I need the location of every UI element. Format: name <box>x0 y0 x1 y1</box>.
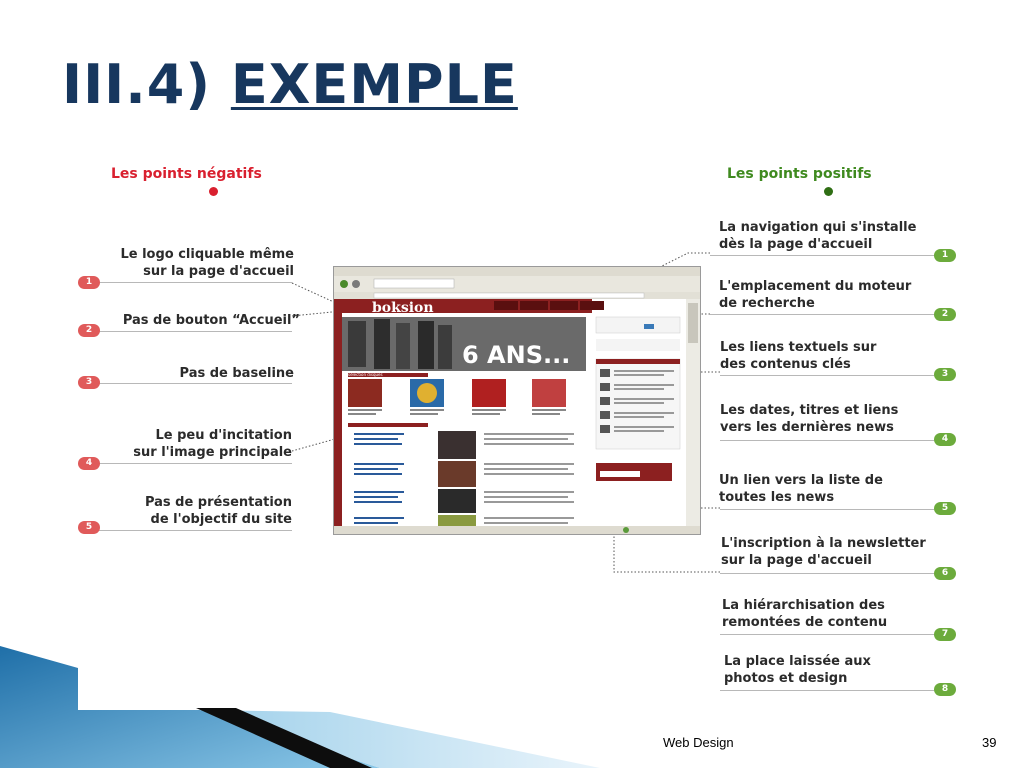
negative-item-5 <box>84 494 292 528</box>
positive-badge-2: 2 <box>934 308 956 321</box>
page-number: 39 <box>982 735 997 750</box>
slide-title-word: EXEMPLE <box>230 53 518 116</box>
negative-item-4 <box>84 427 292 461</box>
positive-item-5-line1: Un lien vers la liste de <box>719 473 883 488</box>
negative-item-3 <box>84 365 294 382</box>
negative-item-5-line1: Pas de présentation <box>144 495 292 510</box>
positive-item-7 <box>722 597 962 631</box>
negative-item-1-line2: sur la page d'accueil <box>143 264 294 279</box>
positive-item-3-line1: Les liens textuels sur <box>720 340 877 355</box>
negative-rule-1 <box>98 282 292 283</box>
positives-dot <box>824 187 833 196</box>
site-logo: boksion <box>372 300 434 316</box>
positive-rule-6 <box>720 573 934 574</box>
negative-badge-4: 4 <box>78 457 100 470</box>
negatives-dot <box>209 187 218 196</box>
positive-item-1 <box>719 219 959 253</box>
positive-item-8 <box>724 653 964 687</box>
positives-heading: Les points positifs <box>727 166 872 182</box>
negative-item-5-line2: de l'objectif du site <box>150 512 292 527</box>
positive-rule-1 <box>710 255 934 256</box>
negative-rule-2 <box>98 331 292 332</box>
positive-badge-5: 5 <box>934 502 956 515</box>
negative-item-4-line1: Le peu d'incitation <box>155 428 292 443</box>
positive-badge-6: 6 <box>934 567 956 580</box>
negative-item-4-line2: sur l'image principale <box>133 445 292 460</box>
positive-item-7-line1: La hiérarchisation des <box>722 598 885 613</box>
positive-item-8-line1: La place laissée aux <box>724 654 871 669</box>
positive-item-6-line2: sur la page d'accueil <box>721 553 872 568</box>
positive-rule-8 <box>720 690 934 691</box>
negative-badge-5: 5 <box>78 521 100 534</box>
negative-badge-1: 1 <box>78 276 100 289</box>
positive-badge-1: 1 <box>934 249 956 262</box>
positive-badge-4: 4 <box>934 433 956 446</box>
positive-rule-7 <box>720 634 934 635</box>
negative-item-2 <box>84 312 300 329</box>
negative-item-1 <box>84 246 294 280</box>
negative-badge-3: 3 <box>78 376 100 389</box>
positive-badge-8: 8 <box>934 683 956 696</box>
positive-item-6 <box>721 535 961 569</box>
positive-rule-2 <box>710 314 934 315</box>
positive-rule-4 <box>720 440 934 441</box>
footer-label: Web Design <box>663 735 734 750</box>
website-screenshot-image <box>334 267 700 534</box>
positive-rule-5 <box>720 509 934 510</box>
positive-item-1-line1: La navigation qui s'installe <box>719 220 917 235</box>
positive-item-4-line1: Les dates, titres et liens <box>720 403 899 418</box>
positive-item-8-line2: photos et design <box>724 671 848 686</box>
negative-badge-2: 2 <box>78 324 100 337</box>
positive-item-1-line2: dès la page d'accueil <box>719 237 873 252</box>
negative-item-1-line1: Le logo cliquable même <box>120 247 294 262</box>
positive-item-2-line1: L'emplacement du moteur <box>719 279 912 294</box>
negative-item-3-line1: Pas de baseline <box>179 366 294 381</box>
positive-item-4-line2: vers les dernières news <box>720 420 894 435</box>
negative-rule-4 <box>98 463 292 464</box>
website-screenshot <box>333 266 701 535</box>
positive-item-3-line2: des contenus clés <box>720 357 851 372</box>
negatives-heading: Les points négatifs <box>111 166 262 182</box>
positive-item-7-line2: remontées de contenu <box>722 615 888 630</box>
hero-banner-text: 6 ANS... <box>462 341 571 369</box>
negative-item-2-line1: Pas de bouton “Accueil” <box>122 313 300 328</box>
section-disques: sélection disques <box>348 372 383 377</box>
positive-item-5-line2: toutes les news <box>719 490 835 505</box>
positive-badge-7: 7 <box>934 628 956 641</box>
positive-item-3 <box>720 339 960 373</box>
positive-item-4 <box>720 402 960 436</box>
positive-item-2 <box>719 278 959 312</box>
negative-rule-3 <box>98 383 292 384</box>
positive-badge-3: 3 <box>934 368 956 381</box>
positive-rule-3 <box>720 375 934 376</box>
slide-title-prefix: III.4) <box>62 53 231 116</box>
negative-rule-5 <box>98 530 292 531</box>
positive-item-5 <box>719 472 959 506</box>
positive-item-2-line2: de recherche <box>719 296 815 311</box>
positive-item-6-line1: L'inscription à la newsletter <box>721 536 926 551</box>
